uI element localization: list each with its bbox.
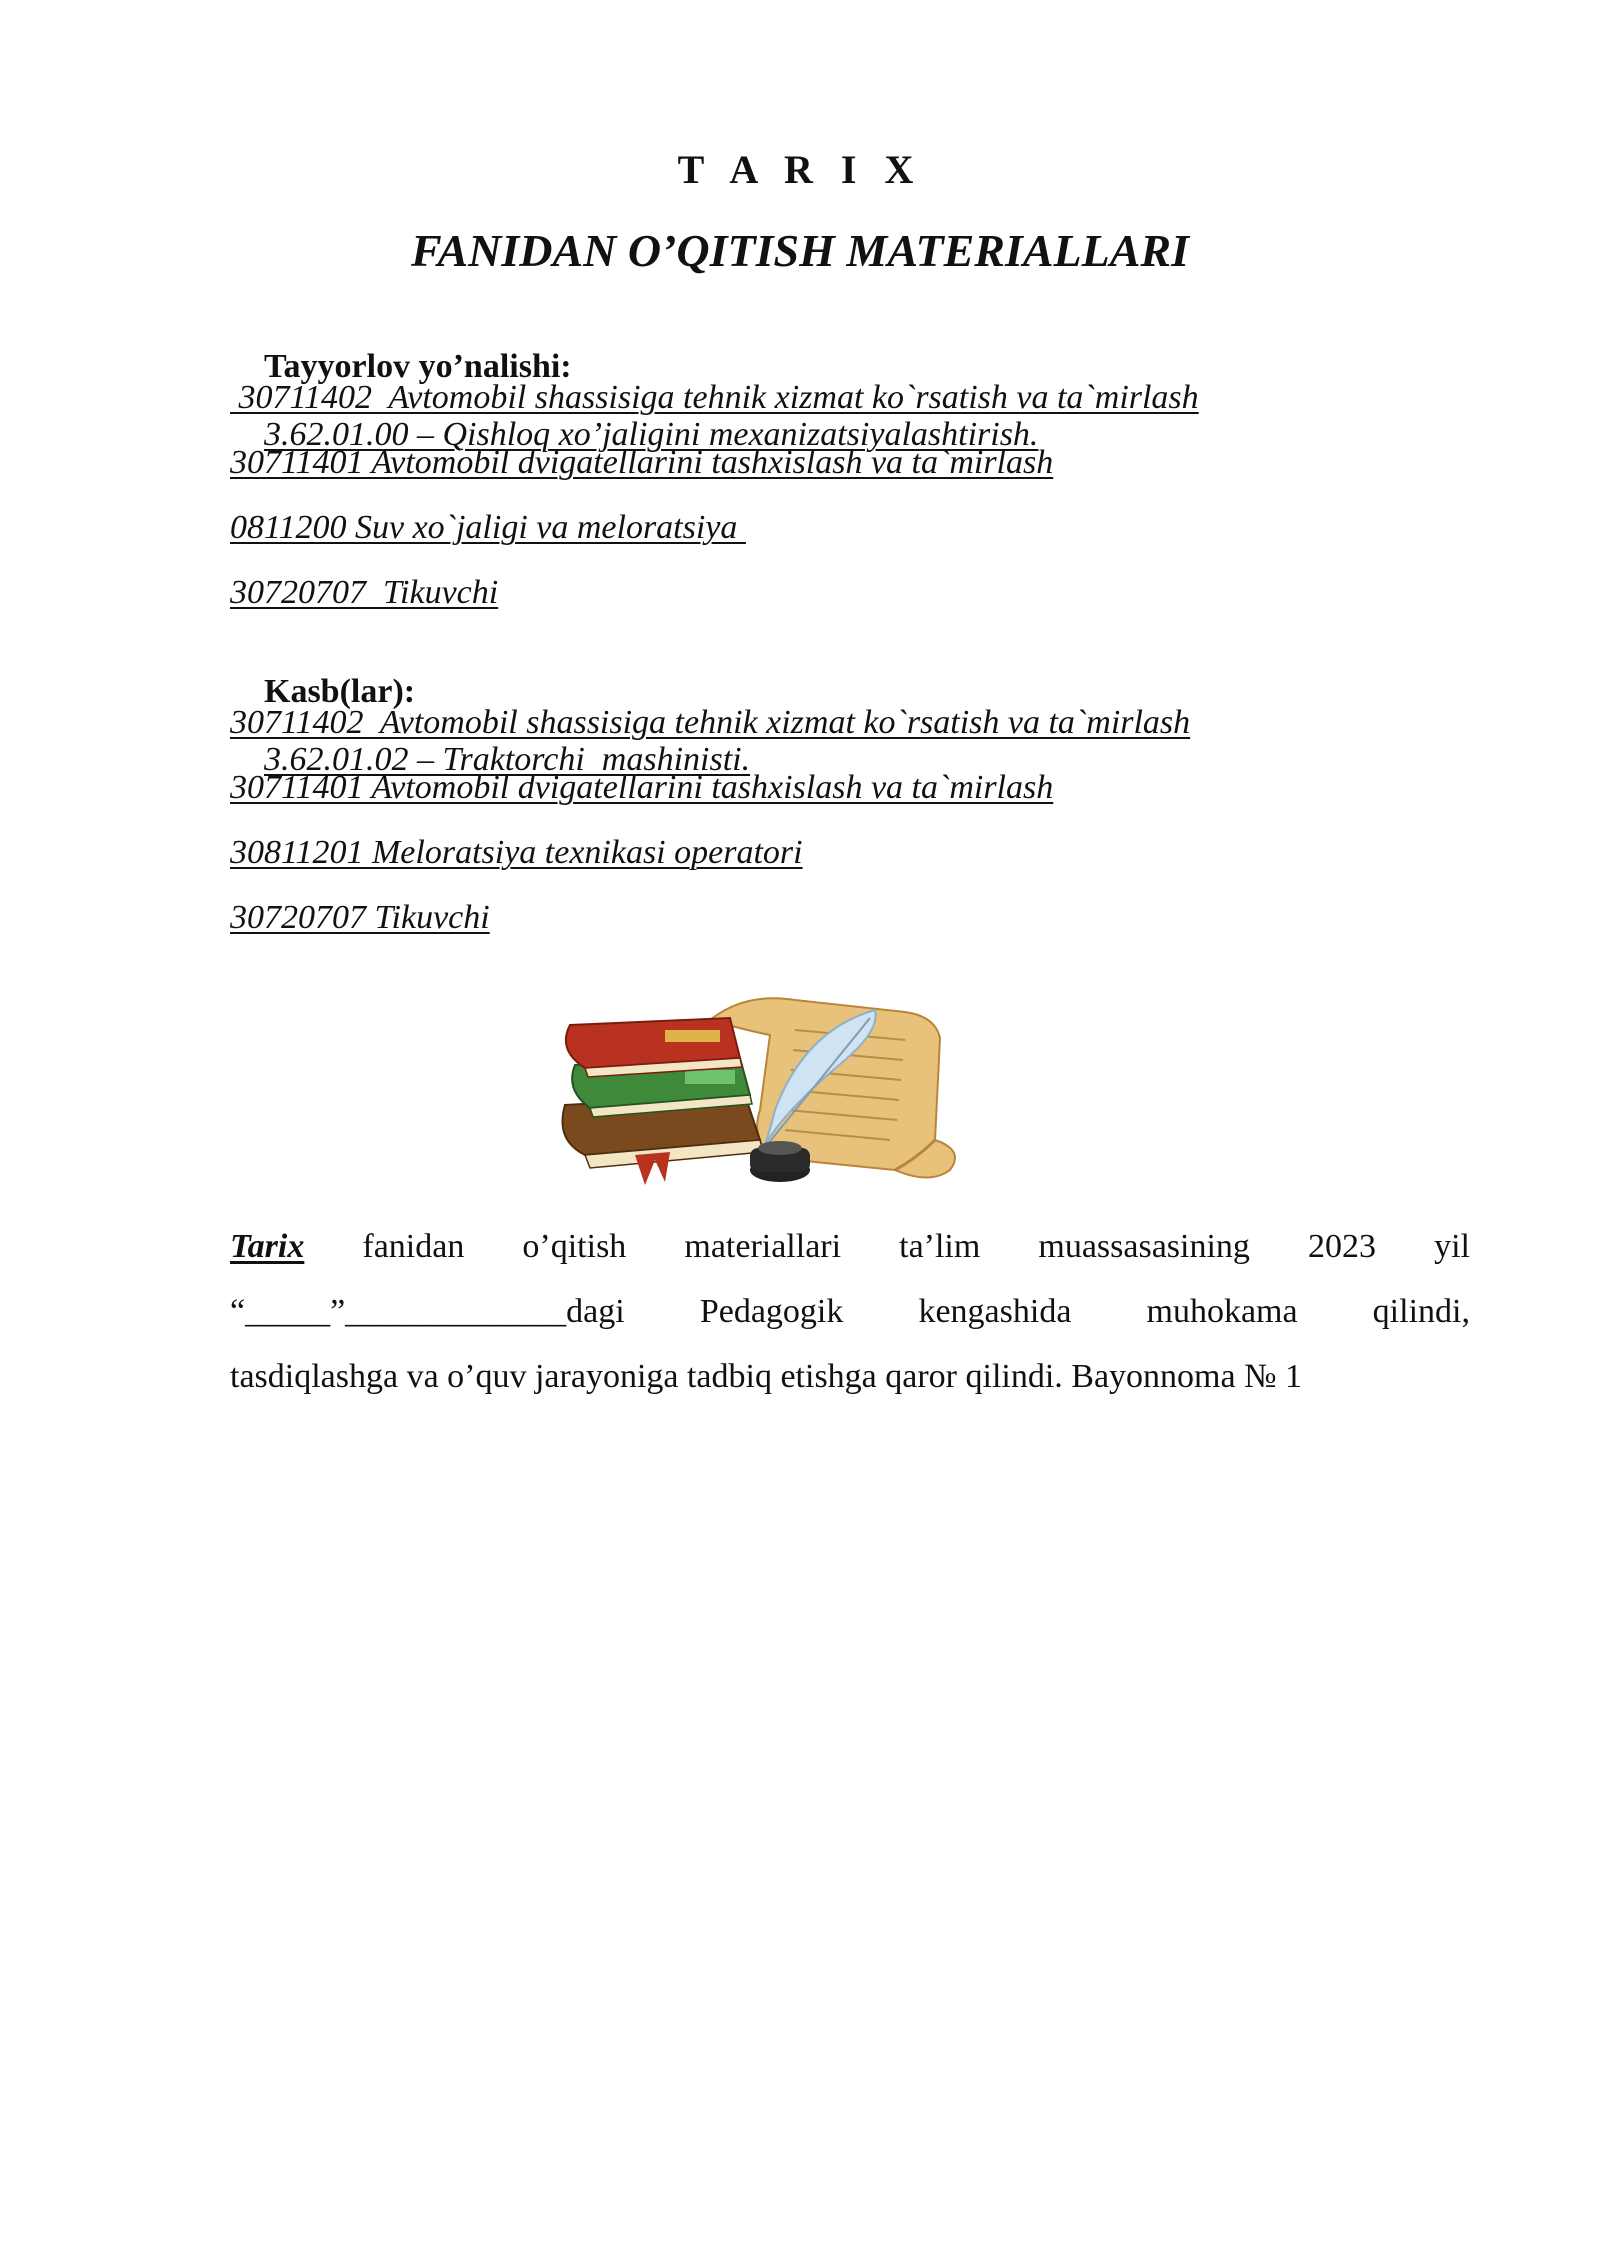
profession-item: 30711401 Avtomobil dvigatellarini tashxislash va ta`mirlash xyxy=(230,769,1054,806)
approval-word: kengashida xyxy=(918,1293,1072,1330)
document-subtitle: FANIDAN O’QITISH MATERIALLARI xyxy=(411,225,1189,276)
approval-word: muassasasining xyxy=(1038,1228,1250,1265)
approval-line-3: tasdiqlashga va o’quv jarayoniga tadbiq etishga qaror qilindi. Bayonnoma № 1 xyxy=(230,1358,1303,1395)
profession-item: 30811201 Meloratsiya texnikasi operatori xyxy=(230,834,803,871)
approval-word: muhokama xyxy=(1146,1293,1298,1330)
direction-value: 3.62.01.00 – Qishloq xo’jaligini mexanizatsiyalashtirish. xyxy=(264,416,1039,453)
approval-word: ta’lim xyxy=(899,1228,981,1265)
document-title: T A R I X xyxy=(677,147,923,192)
profession-item: 30720707 Tikuvchi xyxy=(230,899,490,936)
approval-year: 2023 xyxy=(1308,1228,1376,1265)
approval-word: fanidan xyxy=(362,1228,465,1265)
subject-name: Tarix xyxy=(230,1228,305,1265)
approval-line-2 xyxy=(230,1295,1470,1329)
approval-word: qilindi, xyxy=(1372,1293,1470,1330)
direction-item: 0811200 Suv xo`jaligi va meloratsiya xyxy=(230,509,746,546)
approval-word: yil xyxy=(1434,1228,1470,1265)
professions-value: 3.62.01.02 – Traktorchi mashinisti. xyxy=(264,741,751,778)
approval-word: o’qitish xyxy=(522,1228,627,1265)
professions-label: Kasb(lar): xyxy=(264,673,416,710)
date-blank: “_____”_____________dagi xyxy=(230,1293,625,1330)
direction-item: 30720707 Tikuvchi xyxy=(230,574,499,611)
profession-item: 30711402 Avtomobil shassisiga tehnik xizmat ko`rsatish va ta`mirlash xyxy=(230,704,1191,741)
books-scroll-quill-icon xyxy=(545,990,975,1190)
approval-word: materiallari xyxy=(684,1228,842,1265)
direction-item: 30711401 Avtomobil dvigatellarini tashxislash va ta`mirlash xyxy=(230,444,1054,481)
direction-item: 30711402 Avtomobil shassisiga tehnik xizmat ko`rsatish va ta`mirlash xyxy=(230,379,1199,416)
approval-word: Pedagogik xyxy=(699,1293,844,1330)
direction-label: Tayyorlov yo’nalishi: xyxy=(264,348,572,385)
approval-line-1 xyxy=(230,1230,1470,1264)
